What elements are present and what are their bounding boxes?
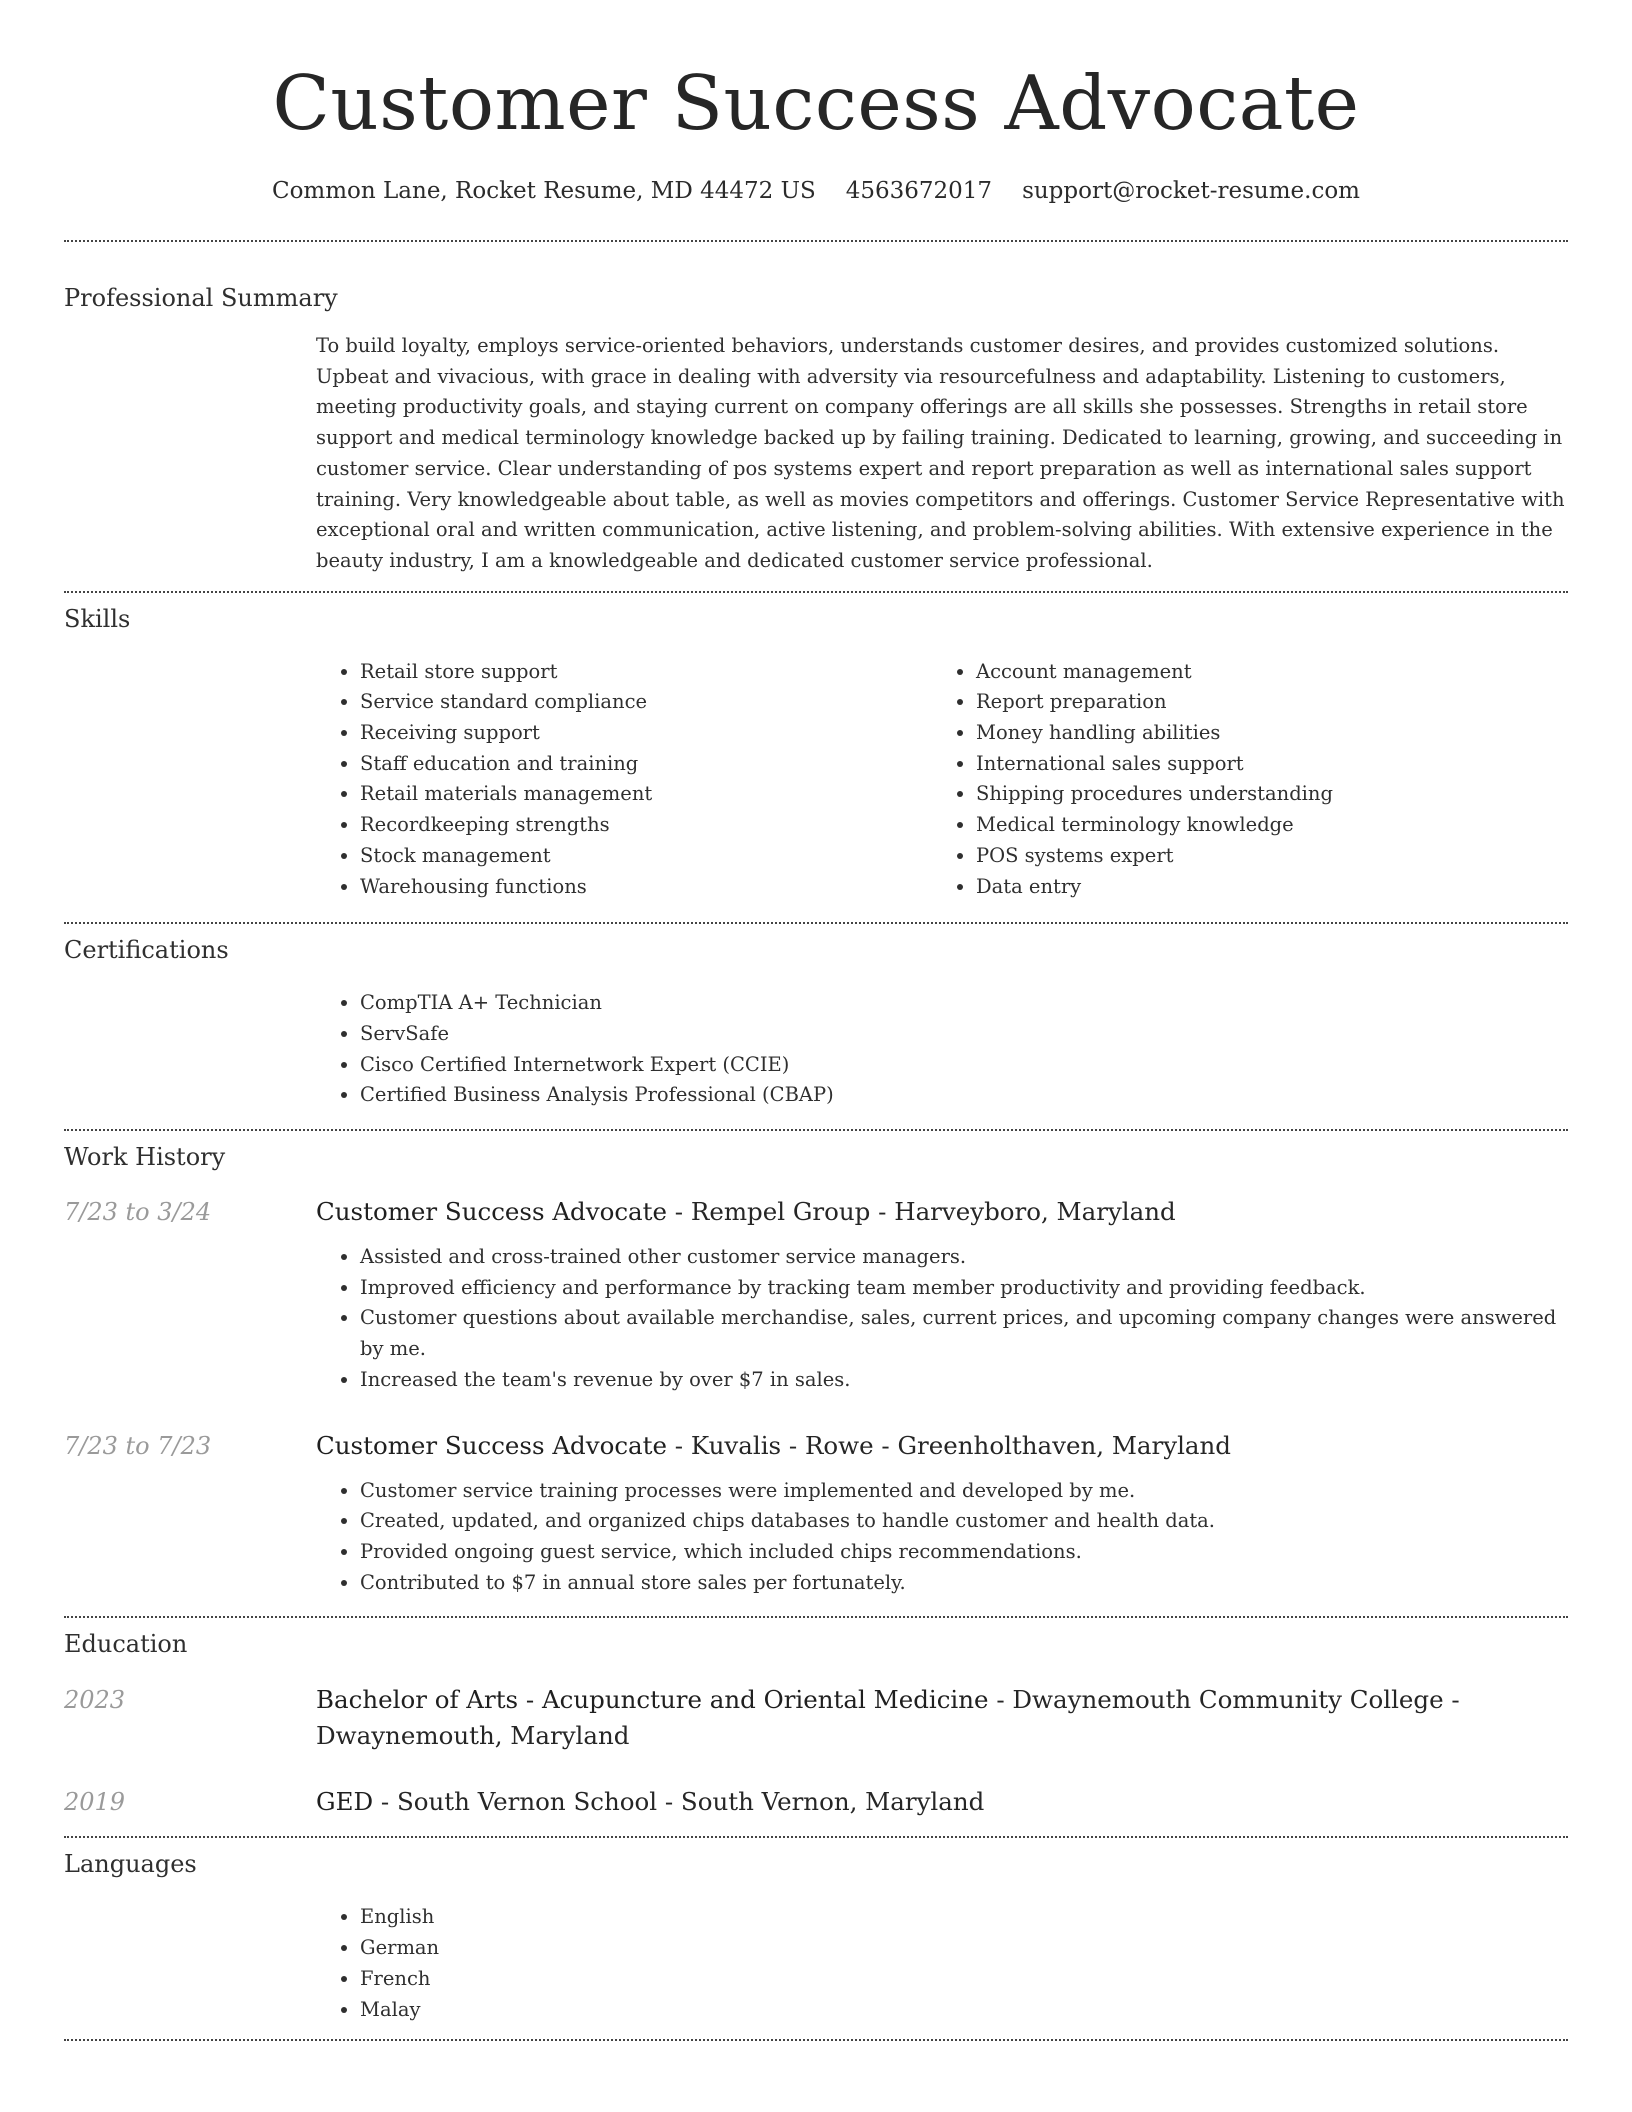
summary-text: To build loyalty, employs service-oriented behaviors, understands customer desires, and provides customized solutions. Upbeat and vivacious, with grace in dealing with adversity via resourcefulness and adaptability. Listening to customers, meeting productivity goals, and staying current on company offerings are all skills she possesses. Strengths in retail store support and medical terminology knowledge backed up by failing training. Dedicated to learning, growing, and succeeding in customer service. Clear understanding of pos systems expert and report preparation as well as international sales support training. Very knowledgeable about table, as well as movies competitors and offerings. Customer Service Representative with exceptional oral and written communication, active listening, and problem-solving abilities. With extensive experience in the beauty industry, I am a knowledgeable and dedicated customer service professional.	[316, 334, 1565, 572]
education-section	[64, 1618, 1568, 1836]
education-school-location: - South Vernon School - South Vernon, Maryland	[373, 1787, 985, 1817]
list-item: • Staff education and training	[360, 749, 932, 780]
job-entry	[64, 1428, 1568, 1599]
list-item: • ServSafe	[360, 1019, 1568, 1050]
education-heading	[316, 1682, 1568, 1754]
list-item: • Contributed to $7 in annual store sales per fortunately.	[360, 1568, 1568, 1599]
job-bullets	[316, 1242, 1568, 1396]
education-entry	[64, 1784, 1568, 1820]
skills-columns	[316, 657, 1568, 903]
job-bullet-list	[316, 1476, 1568, 1599]
certifications-section	[64, 924, 1568, 1129]
list-item: • Money handling abilities	[976, 718, 1548, 749]
job-bullet-list	[316, 1242, 1568, 1396]
skills-list-right	[932, 657, 1548, 903]
certifications-list	[316, 988, 1568, 1111]
divider	[64, 2039, 1568, 2041]
languages-list	[316, 1902, 1568, 2025]
section-title-certifications: Certifications	[64, 936, 229, 965]
list-item: • POS systems expert	[976, 841, 1548, 872]
job-heading	[316, 1194, 1568, 1230]
section-title-education: Education	[64, 1630, 188, 1659]
list-item: • Receiving support	[360, 718, 932, 749]
list-item: • Data entry	[976, 872, 1548, 903]
list-item: • French	[360, 1964, 1568, 1995]
list-item: • Recordkeeping strengths	[360, 810, 932, 841]
candidate-name: Customer Success Advocate	[272, 59, 1360, 147]
languages-section	[64, 1838, 1568, 2039]
education-heading	[316, 1784, 1568, 1820]
education-degree: Bachelor of Arts - Acupuncture and Oriental Medicine	[316, 1685, 989, 1715]
skills-column-left	[316, 657, 932, 903]
resume-header	[64, 0, 1568, 206]
list-item: • CompTIA A+ Technician	[360, 988, 1568, 1019]
list-item: • Created, updated, and organized chips databases to handle customer and health data.	[360, 1506, 1568, 1537]
contact-address: Common Lane, Rocket Resume, MD 44472 US	[271, 178, 816, 204]
job-bullets	[316, 1476, 1568, 1599]
summary-content	[316, 331, 1568, 577]
job-company-location: - Rempel Group - Harveyboro, Maryland	[667, 1197, 1176, 1227]
contact-email: support@rocket-resume.com	[1022, 178, 1360, 204]
skills-content	[316, 657, 1568, 903]
education-school-location: - Dwaynemouth Community College - Dwaynemouth, Maryland	[316, 1685, 1460, 1751]
skills-column-right	[932, 657, 1548, 903]
list-item: • English	[360, 1902, 1568, 1933]
list-item: • Malay	[360, 1995, 1568, 2026]
list-item: • Improved efficiency and performance by tracking team member productivity and providing feedback.	[360, 1273, 1568, 1304]
list-item: • International sales support	[976, 749, 1548, 780]
list-item: • Cisco Certified Internetwork Expert (CCIE)	[360, 1050, 1568, 1081]
education-entry	[64, 1682, 1568, 1754]
section-title-languages: Languages	[64, 1850, 197, 1879]
list-item: • Provided ongoing guest service, which included chips recommendations.	[360, 1537, 1568, 1568]
list-item: • Increased the team's revenue by over $7 in sales.	[360, 1365, 1568, 1396]
certifications-content	[316, 988, 1568, 1111]
list-item: • Assisted and cross-trained other customer service managers.	[360, 1242, 1568, 1273]
job-entry	[64, 1194, 1568, 1396]
list-item: • Warehousing functions	[360, 872, 932, 903]
skills-section	[64, 593, 1568, 923]
section-title-work-history: Work History	[64, 1143, 226, 1172]
list-item: • Account management	[976, 657, 1548, 688]
summary-section	[64, 242, 1568, 591]
work-history-section	[64, 1131, 1568, 1616]
job-dates: 7/23 to 7/23	[64, 1431, 212, 1460]
list-item: • Service standard compliance	[360, 687, 932, 718]
skills-list-left	[316, 657, 932, 903]
education-degree: GED	[316, 1787, 374, 1817]
list-item: • Customer questions about available merchandise, sales, current prices, and upcoming company changes were answered by me.	[360, 1303, 1568, 1364]
section-title-skills: Skills	[64, 604, 131, 633]
job-dates: 7/23 to 3/24	[64, 1198, 212, 1227]
job-company-location: - Kuvalis - Rowe - Greenholthaven, Maryland	[667, 1430, 1231, 1460]
job-role: Customer Success Advocate	[316, 1197, 668, 1227]
list-item: • Medical terminology knowledge	[976, 810, 1548, 841]
contact-phone: 4563672017	[845, 178, 993, 204]
list-item: • Customer service training processes were implemented and developed by me.	[360, 1476, 1568, 1507]
job-role: Customer Success Advocate	[316, 1430, 668, 1460]
list-item: • Report preparation	[976, 687, 1548, 718]
list-item: • Retail store support	[360, 657, 932, 688]
list-item: • Stock management	[360, 841, 932, 872]
job-heading	[316, 1428, 1568, 1464]
list-item: • Certified Business Analysis Professional (CBAP)	[360, 1080, 1568, 1111]
contact-line	[64, 176, 1568, 206]
education-year: 2023	[64, 1686, 126, 1715]
education-year: 2019	[64, 1788, 126, 1817]
section-title-summary: Professional Summary	[64, 284, 338, 312]
list-item: • Retail materials management	[360, 779, 932, 810]
list-item: • Shipping procedures understanding	[976, 779, 1548, 810]
languages-content	[316, 1902, 1568, 2025]
list-item: • German	[360, 1933, 1568, 1964]
